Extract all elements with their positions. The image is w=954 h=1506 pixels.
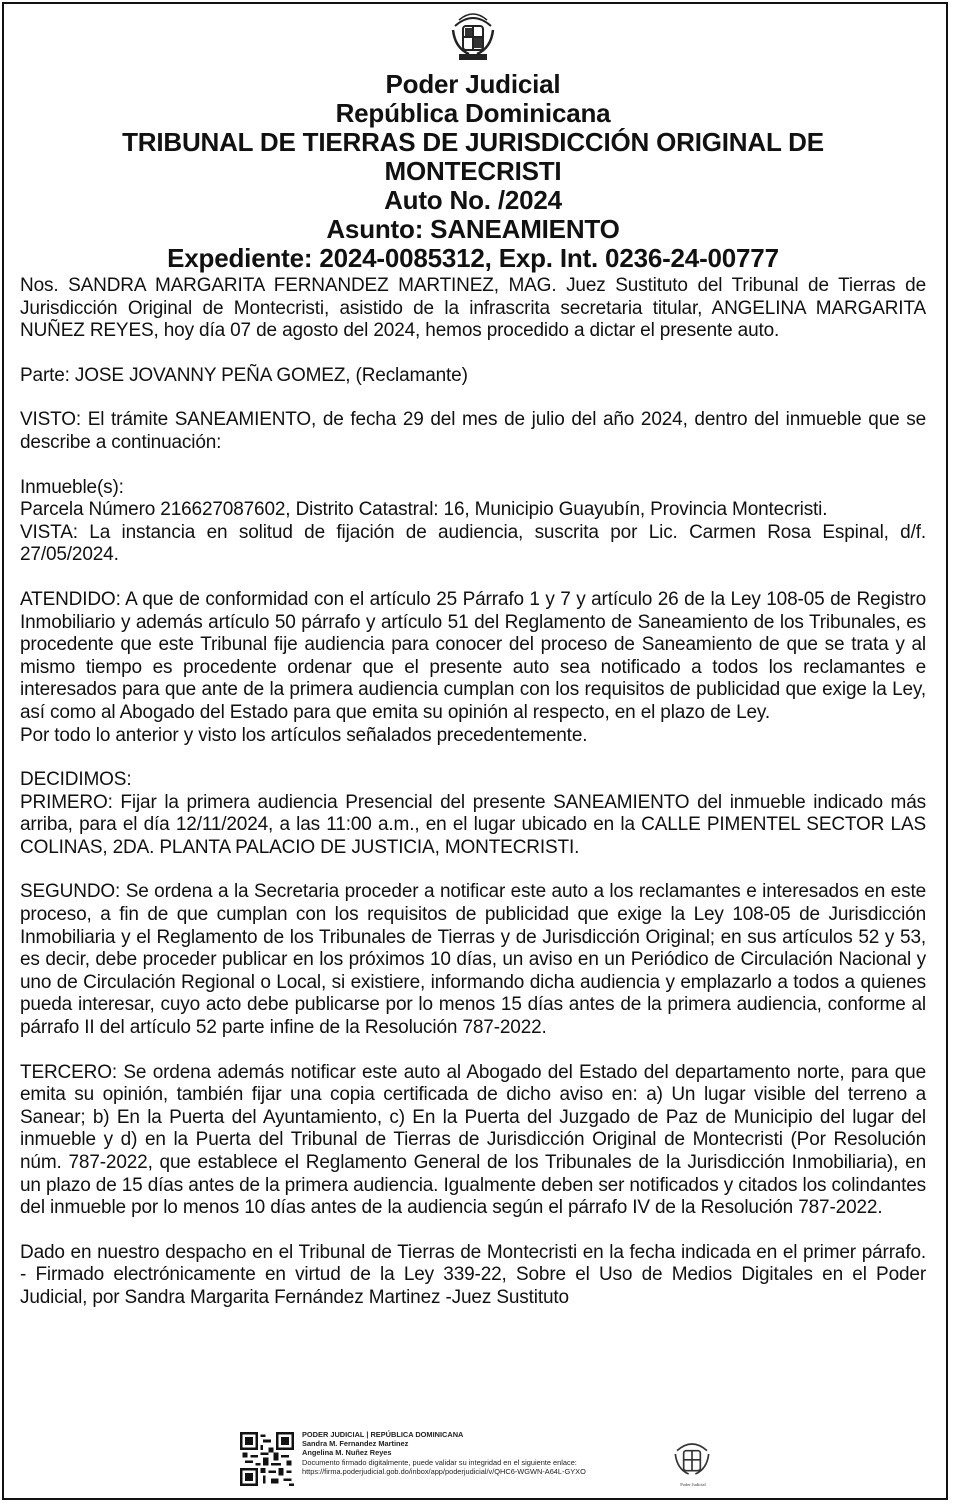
vista-paragraph: VISTA: La instancia en solitud de fijación de audiencia, suscrita por Lic. Carmen Rosa Espinal, d/f. 27/05/2024. [20,521,926,566]
digital-signature-block [240,1430,720,1492]
signer-secretary: Angelina M. Nuñez Reyes [302,1448,392,1458]
tercero-paragraph: TERCERO: Se ordena además notificar este auto al Abogado del Estado del departamento norte, para que emita su opinión, también fijar una copia certificada de dicho aviso en: a) Un lugar visible del terreno a Sanear; b) En la Puerta del Ayuntamiento, c) En la Puerta del Juzgado de Paz de Municipio del lugar del inmueble y d) en la Puerta del Tribunal de Tierras de Jurisdicción Original de Montecristi (Por Resolución núm. 787-2022, que establece el Reglamento General de los Tribunales de la Jurisdicción Inmobiliaria), en un plazo de 15 días antes de la primera audiencia. Igualmente deben ser notificados y citados los colindantes del inmueble por lo menos 10 días antes de la audiencia según el párrafo IV de la Resolución 787-2022. [20,1061,926,1219]
visto-paragraph: VISTO: El trámite SANEAMIENTO, de fecha 29 del mes de julio del año 2024, dentro del inmueble que se describe a continuación: [20,409,926,453]
validation-note: Documento firmado digitalmente, puede validar su integridad en el siguiente enlace: [302,1457,577,1467]
decision-heading: DECIDIMOS: [20,769,132,791]
parcel-paragraph: Parcela Número 216627087602, Distrito Catastral: 16, Municipio Guayubín, Provincia Montecristi. [20,499,828,521]
signature-org: PODER JUDICIAL | REPÚBLICA DOMINICANA [302,1430,464,1439]
signature-text [302,1430,662,1476]
segundo-paragraph: SEGUNDO: Se ordena a la Secretaria proceder a notificar este auto a los reclamantes e interesados en este proceso, a fin de que cumplan con los requisitos de publicidad que exige la Ley 108-05 de Jurisdicción Inmobiliaria y el Reglamento de los Tribunales de Tierras y de Jurisdicción Original; en sus artículos 52 y 53, es decir, debe proceder publicar en los próximos 10 días, un aviso en un Periódico de Circulación Nacional y uno de Circulación Regional o Local, si existiere, informando dicha audiencia y emplazarlo a todos a quienes pueda interesar, cuyo acto debe publicarse por lo menos 15 días antes de la primera audiencia, conforme al párrafo II del artículo 52 parte infine de la Resolución 787-2022. [20,881,926,1039]
signer-judge: Sandra M. Fernandez Martinez [302,1439,409,1449]
intro-paragraph: Nos. SANDRA MARGARITA FERNANDEZ MARTINEZ, MAG. Juez Sustituto del Tribunal de Tierras de Jurisdicción Original de Montecristi, asistido de la infrascrita secretaria titular, ANGELINA MARGARITA NUÑEZ REYES, hoy día 07 de agosto del 2024, hemos procedido a dictar el presente auto. [20,275,926,342]
document [20,8,926,1310]
primero-paragraph: PRIMERO: Fijar la primera audiencia Presencial del presente SANEAMIENTO del inmueble indicado más arriba, para el día 12/11/2024, a las 11:00 a.m., en el lugar ubicado en la CALLE PIMENTEL SECTOR LAS COLINAS, 2DA. PLANTA PALACIO DE JUSTICIA, MONTECRISTI. [20,791,926,858]
case-number: Expediente: 2024-0085312, Exp. Int. 0236-24-00777 [167,243,779,273]
property-label: Inmueble(s): [20,476,124,498]
coat-of-arms-small-icon [672,1434,712,1484]
conclusion-paragraph: Por todo lo anterior y visto los artículos señalados precedentemente. [20,724,588,746]
subject: Asunto: SANEAMIENTO [326,214,620,244]
tribunal-location: MONTECRISTI [384,156,562,186]
document-header [20,70,926,273]
tribunal-title: TRIBUNAL DE TIERRAS DE JURISDICCIÓN ORIGINAL DE [122,127,824,157]
party-paragraph: Parte: JOSE JOVANNY PEÑA GOMEZ, (Reclamante) [20,364,468,386]
closing-paragraph: Dado en nuestro despacho en el Tribunal de Tierras de Montecristi en la fecha indicada en el primer párrafo. - Firmado electrónicamente en virtud de la Ley 339-22, Sobre el Uso de Medios Digitales en el Poder Judicial, por Sandra Margarita Fernández Martinez -Juez Sustituto [20,1241,926,1308]
institution-title: Poder Judicial [385,69,561,99]
document-body [20,275,926,1310]
validation-link[interactable]: https://firma.poderjudicial.gob.do/inbox/app/poderjudicial/v/QHC6-WGWN-A64L-GYXO [302,1466,586,1476]
auto-number: Auto No. /2024 [384,185,562,215]
country-title: República Dominicana [335,98,611,128]
qr-code-icon[interactable] [240,1432,294,1486]
seal-caption: Poder Judicial [680,1482,706,1487]
atendido-paragraph: ATENDIDO: A que de conformidad con el artículo 25 Párrafo 1 y 7 y artículo 26 de la Ley 108-05 de Registro Inmobiliario y además artículo 50 párrafo y artículo 51 del Reglamento de Saneamiento de los Tribunales, es procedente que este Tribunal fije audiencia para conocer del proceso de Saneamiento de que se trata y al mismo tiempo es procedente ordenar que el presente auto sea notificado a todos los reclamantes e interesados para que ante de la primera audiencia cumplan con los requisitos de publicidad que exige la Ley, así como al Abogado del Estado para que emita su opinión al respecto, en el plazo de Ley. [20,588,926,723]
coat-of-arms-icon [449,8,497,64]
